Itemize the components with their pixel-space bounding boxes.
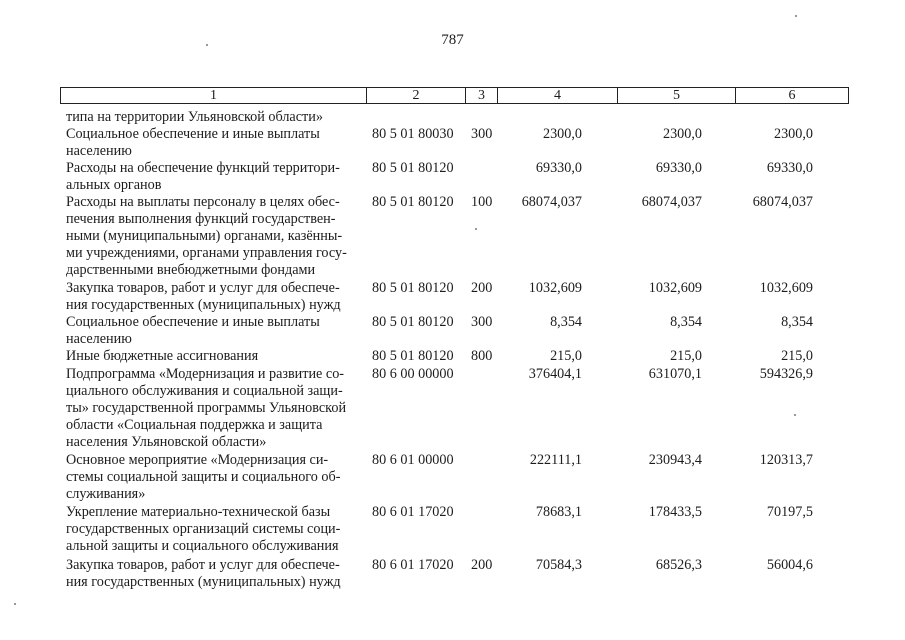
row-code: 80 5 01 80120 <box>372 348 454 364</box>
row-value-col5: 631070,1 <box>648 366 702 382</box>
row-description-line: альной защиты и социального обслуживания <box>66 538 339 554</box>
row-description-line: дарственными внебюджетными фондами <box>66 262 316 278</box>
row-description-line: стемы социальной защиты и социального об- <box>66 469 341 485</box>
scan-speck <box>795 15 797 17</box>
row-value-col5: 2300,0 <box>662 126 702 142</box>
row-description-line: области «Социальная поддержка и защита <box>66 417 323 433</box>
row-expense-type: 100 <box>471 194 493 210</box>
row-value-col4: 1032,609 <box>528 280 582 296</box>
row-description-line: Иные бюджетные ассигнования <box>66 348 259 364</box>
row-description-line: государственных организаций системы соци- <box>66 521 341 537</box>
row-description <box>66 109 362 126</box>
column-header-3: 3 <box>466 88 498 104</box>
row-description <box>66 557 362 591</box>
row-value-col6: 1032,609 <box>759 280 813 296</box>
row-description <box>66 504 362 555</box>
row-description <box>66 366 362 451</box>
row-code: 80 5 01 80120 <box>372 280 454 296</box>
row-description-line: ния государственных (муниципальных) нужд <box>66 574 341 590</box>
row-expense-type: 300 <box>471 314 493 330</box>
row-description-line: Закупка товаров, работ и услуг для обеспече- <box>66 280 340 296</box>
row-description-line: Расходы на выплаты персоналу в целях обес- <box>66 194 340 210</box>
row-description-line: ными (муниципальными) органами, казённы- <box>66 228 343 244</box>
row-code: 80 5 01 80120 <box>372 314 454 330</box>
row-value-col5: 69330,0 <box>655 160 702 176</box>
row-description-line: циального обслуживания и социальной защи- <box>66 383 343 399</box>
row-description <box>66 280 362 314</box>
column-header-4: 4 <box>498 88 618 104</box>
row-description-line: ты» государственной программы Ульяновской <box>66 400 347 416</box>
row-value-col4: 222111,1 <box>529 452 582 468</box>
row-value-col6: 56004,6 <box>766 557 813 573</box>
row-description <box>66 160 362 194</box>
row-description-line: Основное мероприятие «Модернизация си- <box>66 452 329 468</box>
row-value-col5: 8,354 <box>670 314 702 330</box>
column-header-5: 5 <box>618 88 736 104</box>
row-value-col6: 2300,0 <box>773 126 813 142</box>
row-description <box>66 452 362 503</box>
scan-speck <box>794 414 796 416</box>
row-description-line: ния государственных (муниципальных) нужд <box>66 297 341 313</box>
row-code: 80 6 01 17020 <box>372 504 454 520</box>
row-description-line: населению <box>66 143 132 159</box>
row-value-col5: 215,0 <box>670 348 702 364</box>
page-number: 787 <box>441 32 464 48</box>
row-description-line: населения Ульяновской области» <box>66 434 267 450</box>
row-value-col4: 376404,1 <box>528 366 582 382</box>
row-value-col4: 78683,1 <box>535 504 582 520</box>
row-value-col6: 68074,037 <box>752 194 813 210</box>
row-value-col5: 178433,5 <box>648 504 702 520</box>
row-description-line: печения выполнения функций государствен- <box>66 211 336 227</box>
row-expense-type: 200 <box>471 280 493 296</box>
row-code: 80 6 01 17020 <box>372 557 454 573</box>
row-value-col4: 8,354 <box>550 314 582 330</box>
row-value-col4: 2300,0 <box>542 126 582 142</box>
row-description <box>66 126 362 160</box>
row-description-line: Укрепление материально-технической базы <box>66 504 331 520</box>
row-value-col5: 68526,3 <box>655 557 702 573</box>
row-code: 80 5 01 80120 <box>372 194 454 210</box>
row-value-col5: 230943,4 <box>648 452 702 468</box>
row-code: 80 6 01 00000 <box>372 452 454 468</box>
row-value-col5: 1032,609 <box>648 280 702 296</box>
row-description-line: Социальное обеспечение и иные выплаты <box>66 126 320 142</box>
row-expense-type: 200 <box>471 557 493 573</box>
row-description-line: альных органов <box>66 177 162 193</box>
row-value-col6: 120313,7 <box>759 452 813 468</box>
row-description-line: типа на территории Ульяновской области» <box>66 109 323 125</box>
row-description-line: служивания» <box>66 486 146 502</box>
row-expense-type: 800 <box>471 348 493 364</box>
scan-speck <box>475 228 477 230</box>
row-code: 80 5 01 80030 <box>372 126 454 142</box>
row-description-line: Закупка товаров, работ и услуг для обеспече- <box>66 557 340 573</box>
row-expense-type: 300 <box>471 126 493 142</box>
row-description <box>66 314 362 348</box>
scan-speck <box>14 603 16 605</box>
row-description-line: ми учреждениями, органами управления госу- <box>66 245 347 261</box>
scan-speck <box>206 44 208 46</box>
column-header-1: 1 <box>61 88 367 104</box>
row-value-col4: 215,0 <box>550 348 582 364</box>
row-description <box>66 348 362 365</box>
row-description-line: Социальное обеспечение и иные выплаты <box>66 314 320 330</box>
row-value-col5: 68074,037 <box>641 194 702 210</box>
row-value-col6: 8,354 <box>781 314 813 330</box>
row-code: 80 6 00 00000 <box>372 366 454 382</box>
row-value-col4: 70584,3 <box>535 557 582 573</box>
column-header-2: 2 <box>367 88 466 104</box>
row-description-line: Расходы на обеспечение функций территори- <box>66 160 340 176</box>
row-value-col6: 215,0 <box>781 348 813 364</box>
row-description-line: Подпрограмма «Модернизация и развитие со- <box>66 366 345 382</box>
row-value-col4: 68074,037 <box>521 194 582 210</box>
row-code: 80 5 01 80120 <box>372 160 454 176</box>
column-header-6: 6 <box>736 88 849 104</box>
row-description <box>66 194 362 279</box>
row-value-col6: 594326,9 <box>759 366 813 382</box>
row-value-col6: 69330,0 <box>766 160 813 176</box>
row-description-line: населению <box>66 331 132 347</box>
column-header-row <box>60 87 849 104</box>
row-value-col6: 70197,5 <box>766 504 813 520</box>
row-value-col4: 69330,0 <box>535 160 582 176</box>
